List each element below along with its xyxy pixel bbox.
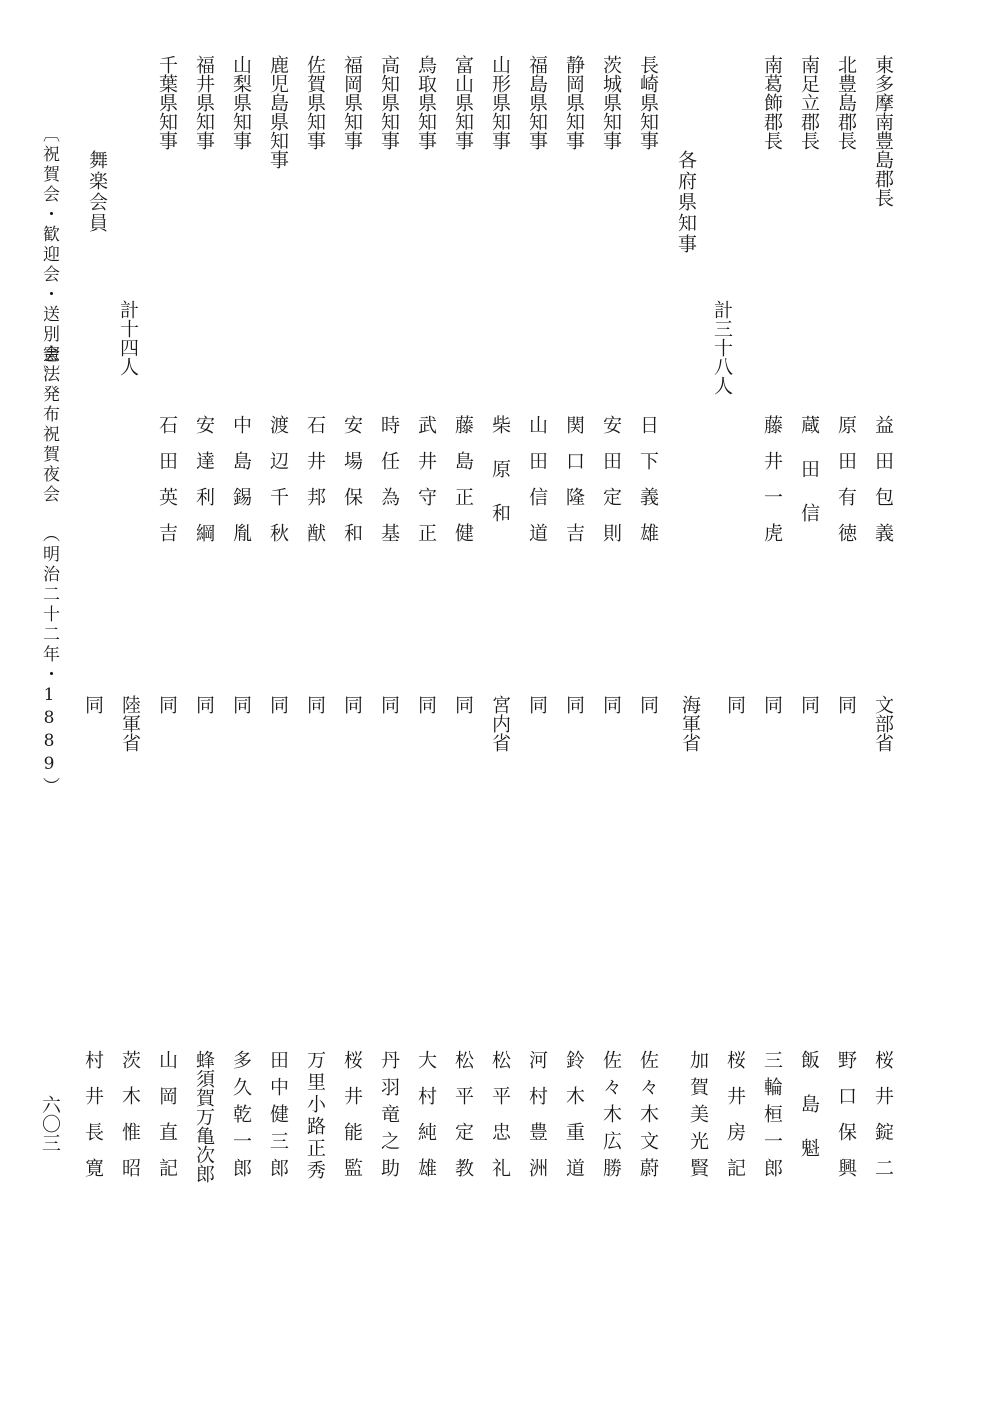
ministry-label: 同 (156, 695, 178, 714)
person-name: 石田英吉 (156, 415, 178, 559)
person-name: 大村純雄 (415, 1050, 437, 1194)
person-name: 村井長寛 (82, 1050, 104, 1194)
person-name: 山田信道 (526, 415, 548, 559)
official-title: 東多摩南豊島郡長 (872, 55, 894, 207)
official-title: 山梨県知事 (230, 55, 252, 150)
person-name: 石井邦猷 (304, 415, 326, 559)
ministry-label: 同 (452, 695, 474, 714)
official-title: 福井県知事 (193, 55, 215, 150)
person-name: 武井守正 (415, 415, 437, 559)
ministry-label: 同 (378, 695, 400, 714)
person-name: 日下義雄 (637, 415, 659, 559)
person-name: 野口保興 (835, 1050, 857, 1194)
ministry-label: 文部省 (872, 695, 894, 752)
person-name: 飯 島 魁 (798, 1050, 820, 1160)
ministry-label: 同 (267, 695, 289, 714)
person-name: 原田有徳 (835, 415, 857, 559)
person-name: 渡辺千秋 (267, 415, 289, 559)
total-count: 計三十八人 (711, 300, 733, 395)
person-name: 安田定則 (600, 415, 622, 559)
person-name: 松平定教 (452, 1050, 474, 1194)
ministry-label: 同 (600, 695, 622, 714)
person-name: 桜井錠二 (872, 1050, 894, 1194)
page-number: 六〇三 (39, 1095, 61, 1152)
person-name: 藤井一虎 (761, 415, 783, 559)
ministry-label: 同 (82, 695, 104, 714)
official-title: 富山県知事 (452, 55, 474, 150)
person-name: 茨木惟昭 (119, 1050, 141, 1194)
official-title: 南葛飾郡長 (761, 55, 783, 150)
person-name: 丹羽竜之助 (378, 1050, 400, 1185)
ministry-label: 同 (798, 695, 820, 714)
ministry-label: 陸軍省 (119, 695, 141, 752)
person-name: 佐々木文蔚 (637, 1050, 659, 1185)
person-name: 柴 原 和 (489, 415, 511, 525)
ministry-label: 同 (193, 695, 215, 714)
official-title: 千葉県知事 (156, 55, 178, 150)
person-name: 時任為基 (378, 415, 400, 559)
person-name: 安達利綱 (193, 415, 215, 559)
running-header-title: 憲法発布祝賀夜会 (39, 345, 59, 505)
official-title: 山形県知事 (489, 55, 511, 150)
person-name: 関口隆吉 (563, 415, 585, 559)
person-name: 多久乾一郎 (230, 1050, 252, 1185)
official-title: 鳥取県知事 (415, 55, 437, 150)
ministry-label: 同 (415, 695, 437, 714)
person-name: 山岡直記 (156, 1050, 178, 1194)
official-title: 福島県知事 (526, 55, 548, 150)
person-name: 桜井能監 (341, 1050, 363, 1194)
official-title: 佐賀県知事 (304, 55, 326, 150)
person-name: 河村豊洲 (526, 1050, 548, 1194)
person-name: 加賀美光賢 (687, 1050, 709, 1185)
ministry-label: 同 (724, 695, 746, 714)
ministry-label: 同 (304, 695, 326, 714)
running-header-year: （明治二十二年・1889） (39, 525, 59, 797)
ministry-label: 海軍省 (679, 695, 701, 752)
person-name: 益田包義 (872, 415, 894, 559)
total-count: 計十四人 (117, 300, 139, 376)
person-name: 藤島正健 (452, 415, 474, 559)
person-name: 三輪桓一郎 (761, 1050, 783, 1185)
official-title: 福岡県知事 (341, 55, 363, 150)
official-title: 鹿児島県知事 (267, 55, 289, 169)
official-title: 高知県知事 (378, 55, 400, 150)
ministry-label: 同 (341, 695, 363, 714)
ministry-label: 同 (637, 695, 659, 714)
official-title: 茨城県知事 (600, 55, 622, 150)
person-name: 蔵 田 信 (798, 415, 820, 525)
ministry-label: 同 (761, 695, 783, 714)
section-heading: 各府県知事 (675, 150, 697, 255)
person-name: 松平忠礼 (489, 1050, 511, 1194)
ministry-label: 同 (230, 695, 252, 714)
official-title: 南足立郡長 (798, 55, 820, 150)
ministry-label: 宮内省 (489, 695, 511, 752)
person-name: 田中健三郎 (267, 1050, 289, 1185)
person-name: 桜井房記 (724, 1050, 746, 1194)
person-name: 蜂須賀万亀次郎 (193, 1050, 215, 1183)
person-name: 鈴木重道 (563, 1050, 585, 1194)
ministry-label: 同 (563, 695, 585, 714)
section-heading: 舞楽会員 (86, 150, 108, 234)
official-title: 静岡県知事 (563, 55, 585, 150)
person-name: 中島錫胤 (230, 415, 252, 559)
person-name: 安場保和 (341, 415, 363, 559)
ministry-label: 同 (835, 695, 857, 714)
official-title: 長崎県知事 (637, 55, 659, 150)
running-header-category: 〔祝賀会・歓迎会・送別会〕 (39, 125, 59, 385)
person-name: 万里小路正秀 (304, 1050, 326, 1182)
official-title: 北豊島郡長 (835, 55, 857, 150)
ministry-label: 同 (526, 695, 548, 714)
person-name: 佐々木広勝 (600, 1050, 622, 1185)
